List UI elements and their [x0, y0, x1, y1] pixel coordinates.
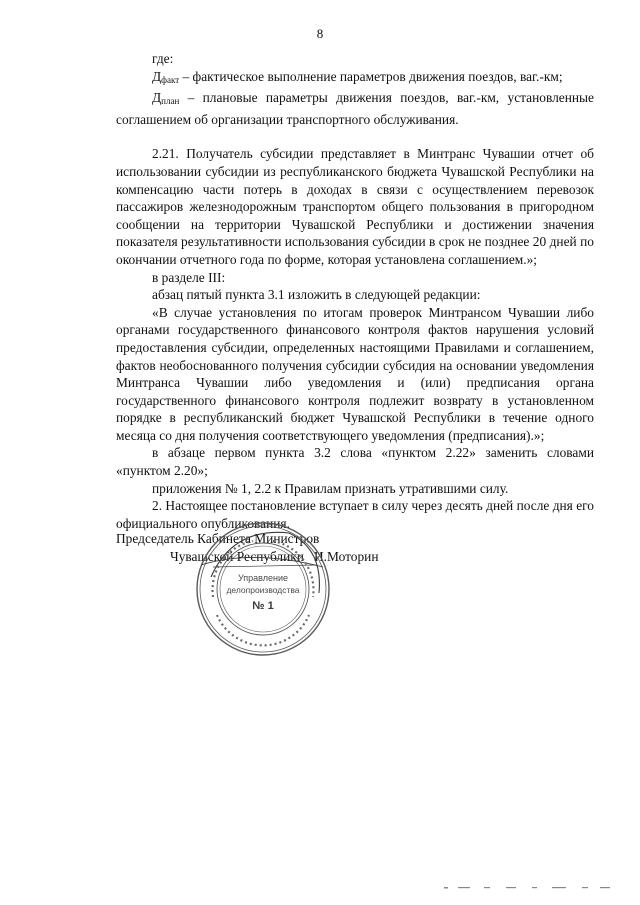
page-number: 8	[316, 26, 324, 41]
definition-plan	[116, 89, 594, 128]
plan-text: – плановые параметры движения поездов, ваг.-км, установленные соглашением об организации транспортного обслуживания.	[116, 90, 594, 127]
paragraph-quote: «В случае установления по итогам проверок Минтрансом Чувашии либо органами государственного финансового контроля фактов нарушения условий предоставления субсидии, определенных настоящими Правилами и соглашением, фактов необоснованного получения субсидии субсидия на основании уведомления Минтранса Чувашии либо уведомления и (или) предписания органа государственного финансового контроля подлежит возврату в установленном порядке в республиканский бюджет Чувашской Республики в течение одного месяца со дня получения соответствующего уведомления (предписания).»;	[116, 304, 594, 443]
paragraph-appendix: приложения № 1, 2.2 к Правилам признать утратившими силу.	[152, 480, 509, 496]
signature-org: Чувашской Республики	[170, 549, 304, 564]
official-seal-icon	[193, 519, 333, 659]
paragraph-3-2: в абзаце первом пункта 3.2 слова «пунктом 2.22» заменить словами «пунктом 2.20»;	[116, 445, 594, 479]
definition-fact	[116, 68, 594, 90]
signature-title: Председатель Кабинета Министров	[116, 531, 320, 546]
fact-text: – фактическое выполнение параметров движения поездов, ваг.-км;	[179, 68, 563, 84]
paragraph-abzac: абзац пятый пункта 3.1 изложить в следующей редакции:	[152, 287, 481, 303]
signature-name: И.Моторин	[314, 549, 379, 564]
fact-symbol: $Д_{факт}$	[152, 68, 180, 85]
paragraph-gap	[116, 128, 594, 145]
paragraph-2-21: 2.21. Получатель субсидии представляет в Минтранс Чувашии отчет об использовании субсидии из республиканского бюджета Чувашской Республики на компенсацию части потерь в доходах в связи с осуществлением перевозок пассажиров железнодорожным транспортом общего пользования в пригородном сообщении на территории Чувашской Республики и достижении значения показателя результативности использования субсидии в срок не позднее 20 дней по окончании отчетного года по форме, которая установлена соглашением.»;	[116, 146, 594, 267]
plan-symbol: $Д_{план}$	[152, 90, 180, 107]
definitions-intro: где:	[152, 51, 174, 66]
scan-dots-decoration	[444, 885, 614, 891]
signature-line-2	[116, 548, 596, 566]
signature-block	[116, 530, 596, 566]
seal-text-line-1: Управление	[237, 573, 289, 583]
seal-text-line-2: делопроизводства	[226, 585, 300, 595]
seal-number: № 1	[252, 600, 274, 612]
paragraph-section-3: в разделе III:	[152, 269, 226, 285]
paragraph-2: 2. Настоящее постановление вступает в силу через десять дней после дня его официального опубликования.	[116, 498, 594, 531]
document-body	[116, 50, 594, 532]
